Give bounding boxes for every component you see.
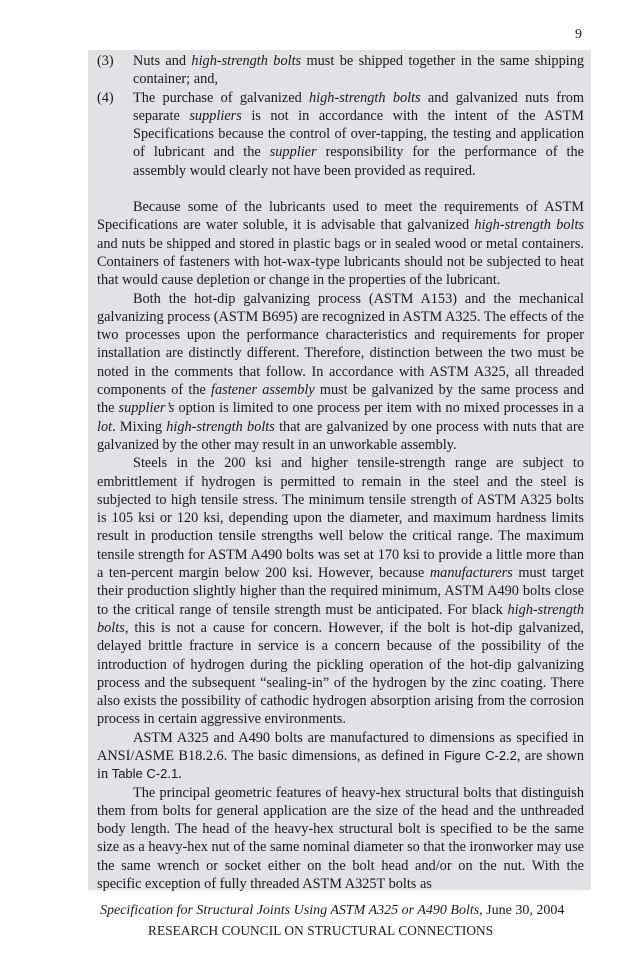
cross-reference: Table C-2.1 bbox=[111, 766, 179, 782]
text-run: is not in accordance with the intent of the ASTM Specifications because the control of over-tapping, the testing and application of lubricant and the bbox=[133, 107, 584, 161]
text-run: must be shipped together in the same shipping container; and, bbox=[133, 53, 584, 88]
paragraph bbox=[97, 729, 584, 784]
list-item bbox=[97, 52, 584, 89]
text-run: Steels in the 200 ksi and higher tensile-strength range are subject to embrittlement if hydrogen is permitted to remain in the steel and the steel is subjected to high tensile stress. The minimum tensile strength of ASTM A325 bolts is 105 ksi or 120 ksi, depending upon the diameter, and maximum hardness limits result in production tensile strengths well below the critical range. The maximum tensile strength for ASTM A490 bolts was set at 170 ksi to provide a little more than a ten-percent margin below 200 ksi. However, because bbox=[97, 455, 584, 582]
text-run: option is limited to one process per item with no mixed processes in a bbox=[174, 400, 585, 417]
paragraph bbox=[97, 198, 584, 289]
italic-term: fastener assembly bbox=[211, 382, 315, 399]
footer-title-text: Specification for Structural Joints Using ASTM A325 or A490 Bolts bbox=[100, 903, 480, 918]
text-run: Nuts and bbox=[133, 53, 192, 69]
italic-term: supplier bbox=[269, 144, 317, 161]
footer-organization: RESEARCH COUNCIL ON STRUCTURAL CONNECTIONS bbox=[148, 923, 494, 938]
italic-term: supplier’s bbox=[118, 400, 175, 417]
text-run: . Mixing bbox=[112, 418, 167, 435]
list-item bbox=[97, 89, 584, 180]
list-number: (4) bbox=[97, 89, 114, 106]
italic-term: high-strength bolts bbox=[97, 601, 584, 636]
text-run: and nuts be shipped and stored in plastic bags or in sealed wood or metal containers. Containers of fasteners with hot-wax-type lubricants should not be subjected to heat that would cause depletion or change in the properties of the lubricant. bbox=[97, 235, 584, 289]
paragraph bbox=[97, 454, 584, 728]
text-run: The purchase of galvanized bbox=[133, 89, 310, 106]
cross-reference: Figure C-2.2 bbox=[443, 747, 517, 763]
italic-term: lot bbox=[97, 418, 113, 435]
text-run: Because some of the lubricants used to meet the requirements of ASTM Specifications are water soluble, it is advisable that galvanized bbox=[97, 199, 584, 234]
list-number: (3) bbox=[97, 53, 114, 69]
italic-term: high-strength bolts bbox=[191, 53, 302, 69]
commentary-body bbox=[97, 52, 584, 893]
list-text bbox=[133, 89, 584, 180]
italic-term: high-strength bolts bbox=[309, 89, 421, 106]
text-run: must target their production slightly higher than the required minimum, ASTM A490 bolts close to the critical range of tensile strength must be anticipated. For black bbox=[97, 565, 584, 618]
italic-term: manufacturers bbox=[429, 565, 513, 582]
text-run: and galvanized nuts from separate bbox=[133, 89, 584, 124]
text-run: responsibility for the performance of the assembly would clearly not have been provided as required. bbox=[133, 144, 584, 179]
page-number: 9 bbox=[575, 27, 582, 42]
paragraph bbox=[97, 784, 584, 894]
text-run: , are shown in bbox=[97, 747, 585, 783]
text-run: , this is not a cause for concern. However, if the bolt is hot-dip galvanized, delayed brittle fracture in service is a concern because of the possibility of the introduction of hydrogen during the pickling operation of the hot-dip galvanizing process and the subsequent “sealing-in” of the hydrogen by the zinc coating. There also exists the possibility of cathodic hydrogen absorption arising from the corrosion process in certain aggressive environments. bbox=[97, 619, 584, 728]
text-run: . bbox=[178, 766, 182, 783]
text-run: Both the hot-dip galvanizing process (ASTM A153) and the mechanical galvanizing process (ASTM B695) are recognized in ASTM A325. The effects of the two processes upon the performance characteristics and requirements for proper installation are distinctly different. Therefore, distinction between the two must be noted in the comments that follow. In accordance with ASTM A325, all threaded components of the bbox=[97, 290, 584, 399]
italic-term: high-strength bolts bbox=[474, 217, 584, 234]
footer-title bbox=[100, 903, 564, 919]
italic-term: high-strength bolts bbox=[166, 418, 275, 435]
footer-date: , June 30, 2004 bbox=[479, 903, 565, 918]
text-run: The principal geometric features of heavy-hex structural bolts that distinguish them from bolts for general application are the size of the head and the unthreaded body length. The head of the heavy-hex structural bolt is specified to be the same size as a heavy-hex nut of the same nominal diameter so that the ironworker may use the same wrench or socket either on the bolt head and/or on the nut. With the specific exception of fully threaded ASTM A325T bolts as bbox=[97, 784, 584, 893]
list-text bbox=[133, 52, 584, 89]
text-run: ASTM A325 and A490 bolts are manufactured to dimensions as specified in ANSI/ASME B18.2.6. The basic dimensions, as defined in bbox=[97, 729, 584, 764]
paragraph bbox=[97, 290, 584, 455]
text-run: must be galvanized by the same process and the bbox=[97, 382, 584, 417]
italic-term: suppliers bbox=[189, 107, 242, 124]
text-run: that are galvanized by one process with nuts that are galvanized by the other may result in an unworkable assembly. bbox=[97, 418, 585, 453]
